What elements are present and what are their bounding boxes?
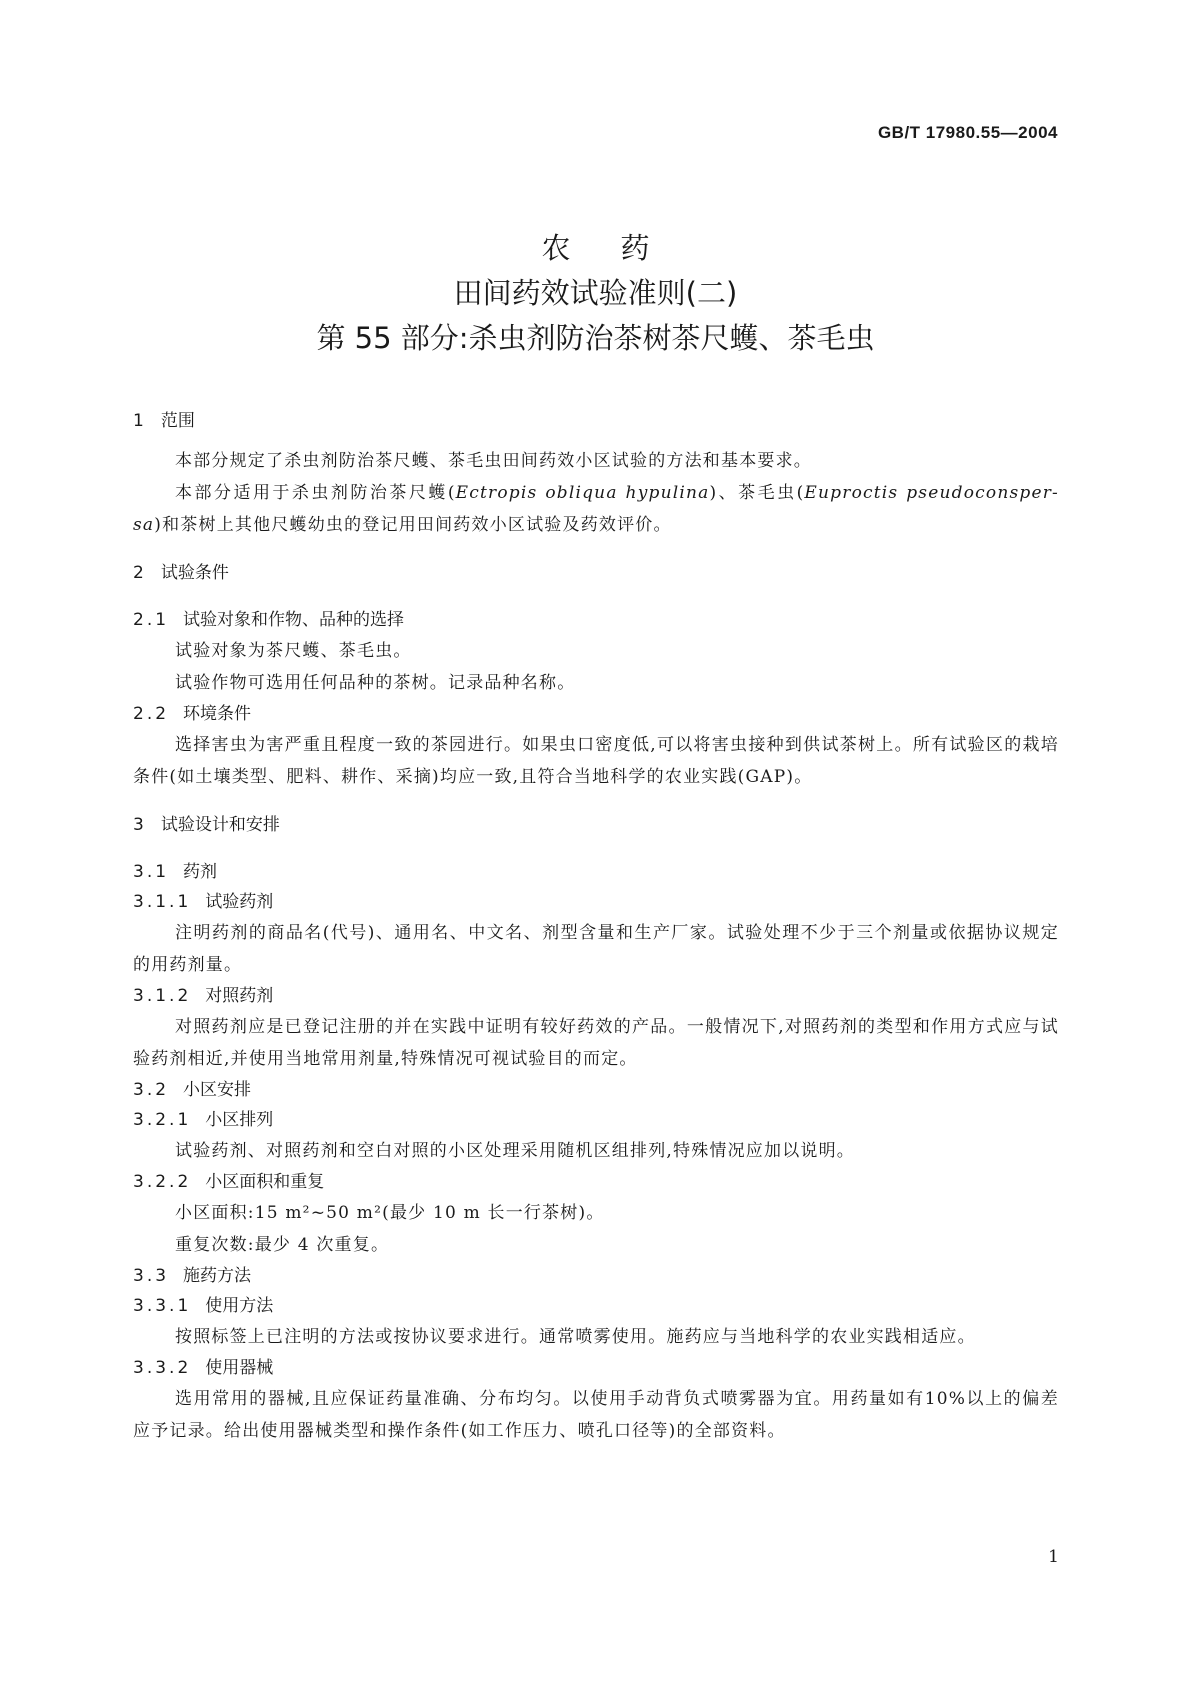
paragraph: 按照标签上已注明的方法或按协议要求进行。通常喷雾使用。施药应与当地科学的农业实践相适应。 (175, 1327, 976, 1347)
subsection-heading (133, 1105, 1059, 1135)
section-number: 2.2 (133, 704, 170, 724)
section-number: 2.1 (133, 610, 170, 630)
section-title: 小区安排 (183, 1080, 252, 1100)
section-title: 施药方法 (183, 1266, 252, 1286)
subsection-heading (133, 887, 1059, 917)
section-title: 试验对象和作物、品种的选择 (183, 610, 405, 630)
subsection-heading (133, 1075, 1059, 1105)
paragraph: 试验药剂、对照药剂和空白对照的小区处理采用随机区组排列,特殊情况应加以说明。 (175, 1141, 856, 1161)
section-number: 3.2.2 (133, 1172, 192, 1192)
latin-name: Euproctis pseudoconsper-sa (133, 483, 1060, 535)
section-number: 3.3.2 (133, 1358, 192, 1378)
latin-name: Ectropis obliqua hypulina (455, 483, 710, 503)
section-3-heading (133, 810, 1059, 840)
text-span: )和茶树上其他尺蠖幼虫的登记用田间药效小区试验及药效评价。 (154, 515, 672, 535)
text-span: 本部分适用于杀虫剂防治茶尺蠖( (175, 483, 456, 503)
section-number: 3.3.1 (133, 1296, 192, 1316)
section-title: 环境条件 (183, 704, 252, 724)
section-title: 小区面积和重复 (205, 1172, 325, 1192)
paragraph: 注明药剂的商品名(代号)、通用名、中文名、剂型含量和生产厂家。试验处理不少于三个剂量或依据协议规定的用药剂量。 (133, 923, 1059, 975)
title-line-2: 田间药效试验准则(二) (453, 276, 738, 310)
paragraph: 小区面积:15 m²~50 m²(最少 10 m 长一行茶树)。 (175, 1203, 605, 1223)
page-number: 1 (1048, 1547, 1059, 1567)
section-title: 药剂 (183, 862, 218, 882)
section-title: 使用器械 (205, 1358, 274, 1378)
section-number: 3 (133, 815, 147, 835)
section-title: 对照药剂 (205, 986, 274, 1006)
paragraph: 对照药剂应是已登记注册的并在实践中证明有较好药效的产品。一般情况下,对照药剂的类型和作用方式应与试验药剂相近,并使用当地常用剂量,特殊情况可视试验目的而定。 (133, 1017, 1059, 1069)
section-1-heading (133, 406, 1059, 436)
document-body (133, 406, 1059, 1447)
section-number: 3.1 (133, 862, 170, 882)
standard-number: GB/T 17980.55—2004 (877, 123, 1058, 142)
paragraph: 试验作物可选用任何品种的茶树。记录品种名称。 (175, 673, 576, 693)
section-number: 3.1.1 (133, 892, 192, 912)
section-title: 范围 (160, 411, 195, 431)
subsection-heading (133, 981, 1059, 1011)
paragraph: 试验对象为茶尺蠖、茶毛虫。 (175, 641, 412, 661)
paragraph: 选择害虫为害严重且程度一致的茶园进行。如果虫口密度低,可以将害虫接种到供试茶树上。所有试验区的栽培条件(如土壤类型、肥料、耕作、采摘)均应一致,且符合当地科学的农业实践(GAP)。 (133, 735, 1059, 787)
paragraph (133, 477, 1059, 541)
subsection-heading (133, 699, 1059, 729)
section-title: 使用方法 (205, 1296, 274, 1316)
subsection-heading (133, 1291, 1059, 1321)
subsection-heading (133, 1167, 1059, 1197)
section-2-heading (133, 558, 1059, 588)
section-number: 2 (133, 563, 147, 583)
section-title: 试验药剂 (205, 892, 274, 912)
section-title: 试验条件 (160, 563, 229, 583)
paragraph: 重复次数:最少 4 次重复。 (175, 1235, 390, 1255)
section-title: 小区排列 (205, 1110, 274, 1130)
paragraph: 选用常用的器械,且应保证药量准确、分布均匀。以使用手动背负式喷雾器为宜。用药量如有10%以上的偏差应予记录。给出使用器械类型和操作条件(如工作压力、喷孔口径等)的全部资料。 (133, 1389, 1059, 1441)
section-number: 1 (133, 411, 147, 431)
section-number: 3.2 (133, 1080, 170, 1100)
section-number: 3.1.2 (133, 986, 192, 1006)
section-title: 试验设计和安排 (160, 815, 280, 835)
text-span: )、茶毛虫( (709, 483, 805, 503)
section-number: 3.3 (133, 1266, 170, 1286)
section-number: 3.2.1 (133, 1110, 192, 1130)
subsection-heading (133, 1261, 1059, 1291)
subsection-heading (133, 1353, 1059, 1383)
subsection-heading (133, 857, 1059, 887)
subsection-heading (133, 605, 1059, 635)
title-line-1: 农药 (541, 231, 700, 265)
title-line-3: 第 55 部分:杀虫剂防治茶树茶尺蠖、茶毛虫 (316, 321, 875, 355)
paragraph: 本部分规定了杀虫剂防治茶尺蠖、茶毛虫田间药效小区试验的方法和基本要求。 (175, 451, 812, 471)
